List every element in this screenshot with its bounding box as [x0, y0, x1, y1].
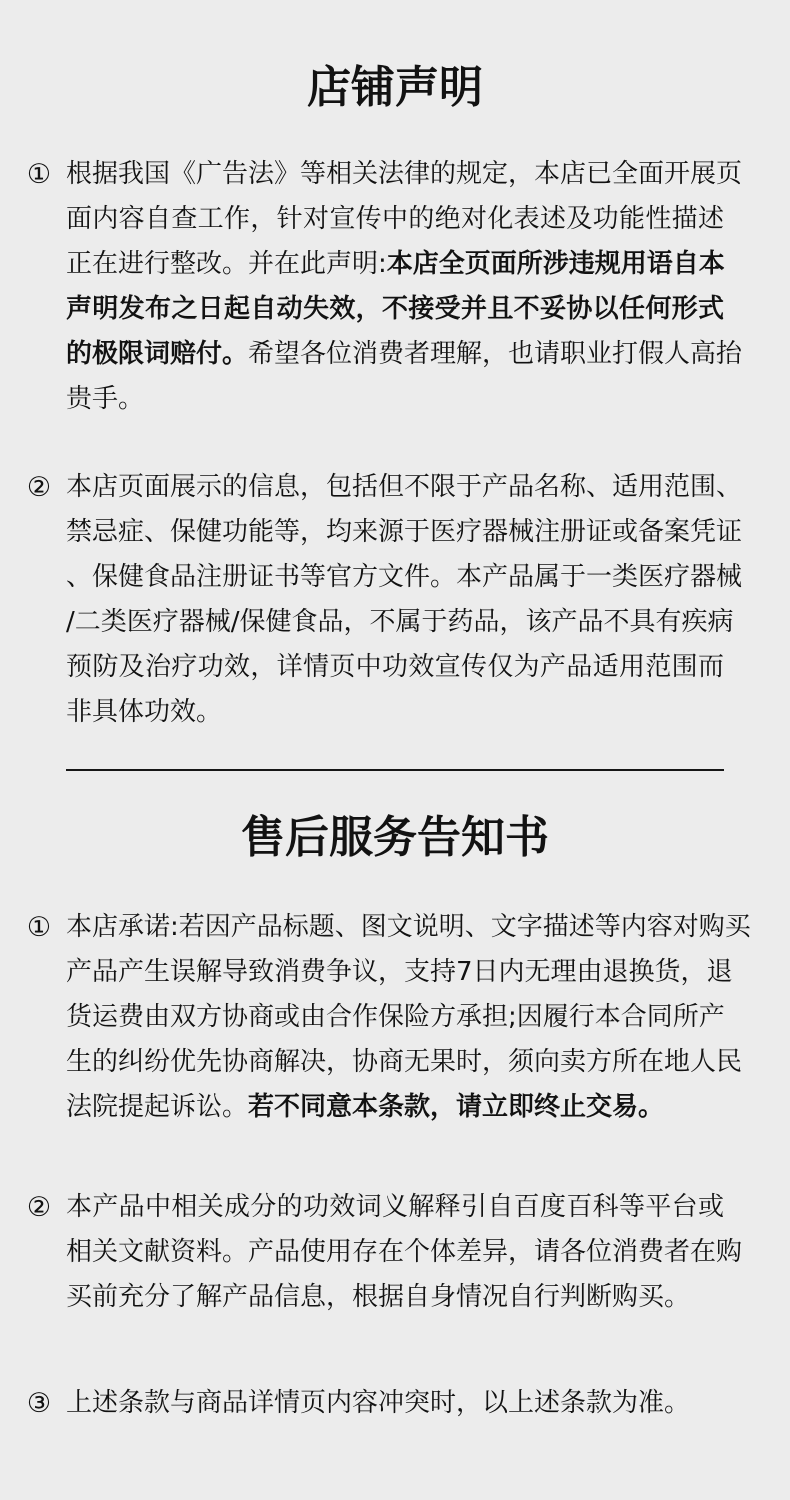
text-segment: 本店承诺:若因产品标题、图文说明、文字描述等内容对购买: [66, 912, 751, 942]
text-segment: 非具体功效。: [66, 697, 223, 727]
text-segment: 买前充分了解产品信息，根据自身情况自行判断购买。: [66, 1282, 691, 1312]
text-segment: 生的纠纷优先协商解决，协商无果时，须向卖方所在地人民: [66, 1047, 743, 1077]
text-segment: 上述条款与商品详情页内容冲突时，以上述条款为准。: [66, 1388, 691, 1418]
emphasis-text: 声明发布之日起自动失效，不接受并且不妥协以任何形式: [66, 294, 724, 324]
text-line: [66, 332, 743, 377]
text-segment: 禁忌症、保健功能等，均来源于医疗器械注册证或备案凭证: [66, 517, 743, 547]
text-line: [66, 1275, 724, 1320]
text-segment: 相关文献资料。产品使用存在个体差异，请各位消费者在购: [66, 1237, 743, 1267]
text-segment: 面内容自查工作，针对宣传中的绝对化表述及功能性描述: [66, 204, 724, 234]
text-segment: 正在进行整改。并在此声明:: [66, 249, 387, 279]
text-segment: 法院提起诉讼。: [66, 1092, 249, 1122]
item-text: [66, 152, 743, 422]
text-segment: 本产品中相关成分的功效词义解释引自百度百科等平台或: [66, 1192, 724, 1222]
text-segment: 希望各位消费者理解，也请职业打假人高抬: [248, 339, 743, 369]
text-line: [66, 287, 724, 332]
section-divider: [66, 769, 724, 771]
text-line: [66, 377, 724, 422]
item-text: [66, 1185, 743, 1320]
item-text: [66, 1381, 724, 1426]
item-number: ①: [26, 159, 52, 190]
after-sales-notice-title: 售后服务告知书: [241, 812, 549, 863]
text-line: [66, 152, 743, 197]
text-segment: 、保健食品注册证书等官方文件。本产品属于一类医疗器械: [66, 562, 743, 592]
text-segment: /二类医疗器械/保健食品，不属于药品，该产品不具有疾病: [66, 607, 734, 637]
text-line: [66, 645, 724, 690]
text-segment: 产品产生误解导致消费争议，支持7日内无理由退换货，退: [66, 957, 733, 987]
store-statement-title: 店铺声明: [307, 62, 483, 113]
text-line: [66, 510, 743, 555]
text-segment: 本店页面展示的信息，包括但不限于产品名称、适用范围、: [66, 472, 743, 502]
text-line: [66, 905, 751, 950]
item-text: [66, 465, 743, 735]
text-segment: 贵手。: [66, 384, 145, 414]
text-line: [66, 1185, 724, 1230]
emphasis-text: 的极限词赔付。: [66, 339, 249, 369]
item-number: ②: [26, 1192, 52, 1223]
text-line: [66, 995, 724, 1040]
text-line: [66, 1230, 743, 1275]
text-segment: 根据我国《广告法》等相关法律的规定，本店已全面开展页: [66, 159, 743, 189]
text-line: [66, 465, 743, 510]
text-segment: 货运费由双方协商或由合作保险方承担;因履行本合同所产: [66, 1002, 725, 1032]
item-number: ②: [26, 472, 52, 503]
text-segment: 预防及治疗功效，详情页中功效宣传仅为产品适用范围而: [66, 652, 724, 682]
text-line: [66, 1040, 743, 1085]
text-line: [66, 555, 743, 600]
text-line: [66, 1381, 724, 1426]
text-line: [66, 600, 734, 645]
text-line: [66, 242, 724, 287]
item-number: ①: [26, 912, 52, 943]
text-line: [66, 1085, 724, 1130]
text-line: [66, 690, 724, 735]
item-number: ③: [26, 1388, 52, 1419]
text-line: [66, 950, 733, 995]
text-line: [66, 197, 724, 242]
emphasis-text: 若不同意本条款，请立即终止交易。: [248, 1092, 665, 1122]
item-text: [66, 905, 751, 1130]
emphasis-text: 本店全页面所涉违规用语自本: [386, 249, 725, 279]
